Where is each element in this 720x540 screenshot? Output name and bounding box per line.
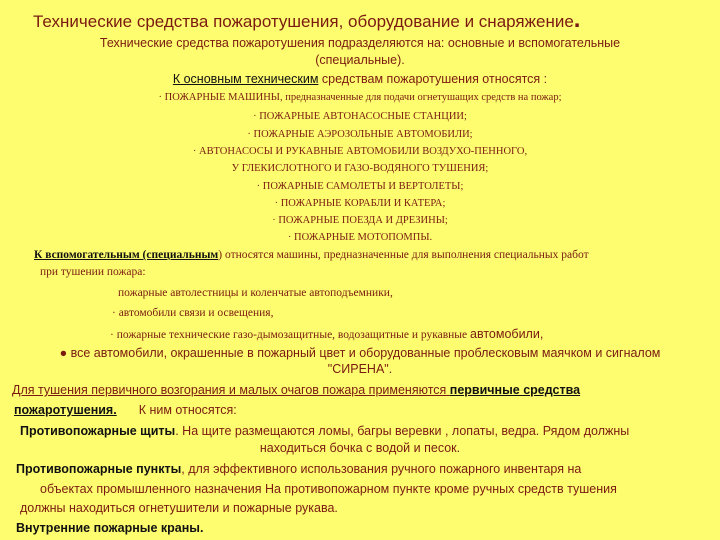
bullet-line-1: ● все автомобили, окрашенные в пожарный цвет и оборудованные проблесковым маячком и сигналом <box>59 346 661 360</box>
intro-line-1: Технические средства пожаротушения подразделяются на: основные и вспомогательные <box>99 36 621 50</box>
aux-item: пожарные автолестницы и коленчатые автоподъемники, <box>118 287 393 299</box>
main-item: · АВТОНАСОСЫ И РУКАВНЫЕ АВТОМОБИЛИ ВОЗДУХО-ПЕННОГО, <box>192 146 528 157</box>
shields-text: . На щите размещаются ломы, багры веревки , лопаты, ведра. Рядом должны <box>175 424 630 438</box>
points-line-2: объектах промышленного назначения На противопожарном пункте кроме ручных средств тушения <box>40 482 617 496</box>
hydrants-dot: . <box>199 521 204 535</box>
shields-label: Противопожарные щиты <box>20 424 176 438</box>
aux-item <box>110 327 543 341</box>
main-item: У ГЛЕКИСЛОТНОГО И ГАЗО-ВОДЯНОГО ТУШЕНИЯ; <box>231 163 489 174</box>
main-heading-rest: средствам пожаротушения относятся : <box>318 72 548 86</box>
bullet-line-2: "СИРЕНА". <box>327 362 393 376</box>
primary-line-1 <box>12 383 580 397</box>
primary-line-2 <box>14 403 237 417</box>
aux-heading-underlined: К вспомогательным (специальным <box>34 249 219 261</box>
main-item: · ПОЖАРНЫЕ АВТОНАСОСНЫЕ СТАНЦИИ; <box>253 111 467 122</box>
points-text: , для эффективного использования ручного пожарного инвентаря на <box>181 462 582 476</box>
main-item: · ПОЖАРНЫЕ ПОЕЗДА И ДРЕЗИНЫ; <box>272 215 448 226</box>
main-item: · ПОЖАРНЫЕ КОРАБЛИ И КАТЕРА; <box>274 198 446 209</box>
aux-heading <box>34 249 589 261</box>
page-title-text: Технические средства пожаротушения, оборудование и снаряжение <box>33 12 574 31</box>
main-item: · ПОЖАРНЫЕ АЭРОЗОЛЬНЫЕ АВТОМОБИЛИ; <box>247 129 473 140</box>
main-heading-underlined: К основным техническим <box>172 72 319 86</box>
main-item: · ПОЖАРНЫЕ МОТОПОМПЫ. <box>287 232 433 243</box>
shields-line <box>20 424 629 438</box>
aux-item: · автомобили связи и освещения, <box>112 307 274 319</box>
aux-item-text: · пожарные технические газо-дымозащитные, водозащитные и рукавные <box>110 329 471 341</box>
page-title-dot: . <box>573 6 581 33</box>
aux-heading-line-2: при тушении пожара: <box>40 266 146 278</box>
hydrants-label: Внутренние пожарные краны <box>16 521 200 535</box>
primary-line-2-rest: К ним относятся: <box>138 403 237 417</box>
primary-line-1-text: Для тушения первичного возгорания и малых очагов пожара применяются <box>12 383 450 397</box>
main-item: · ПОЖАРНЫЕ МАШИНЫ, предназначенные для подачи огнетушащих средств на пожар; <box>158 92 562 103</box>
main-heading <box>0 72 720 86</box>
intro-line-2: (специальные). <box>315 53 405 67</box>
points-line <box>16 462 581 476</box>
aux-item-tail: автомобили, <box>470 327 544 341</box>
points-label: Противопожарные пункты <box>16 462 182 476</box>
primary-line-2-bold: пожаротушения. <box>14 403 117 417</box>
points-line-3: должны находиться огнетушители и пожарные рукава. <box>20 501 338 515</box>
primary-line-1-bold: первичные средства <box>449 383 581 397</box>
hydrants-line <box>16 521 203 535</box>
aux-heading-rest: ) относятся машины, предназначенные для выполнения специальных работ <box>218 249 589 261</box>
page-title <box>33 6 580 34</box>
shields-line-2: находиться бочка с водой и песок. <box>259 441 461 455</box>
main-item: · ПОЖАРНЫЕ САМОЛЕТЫ И ВЕРТОЛЕТЫ; <box>256 181 464 192</box>
